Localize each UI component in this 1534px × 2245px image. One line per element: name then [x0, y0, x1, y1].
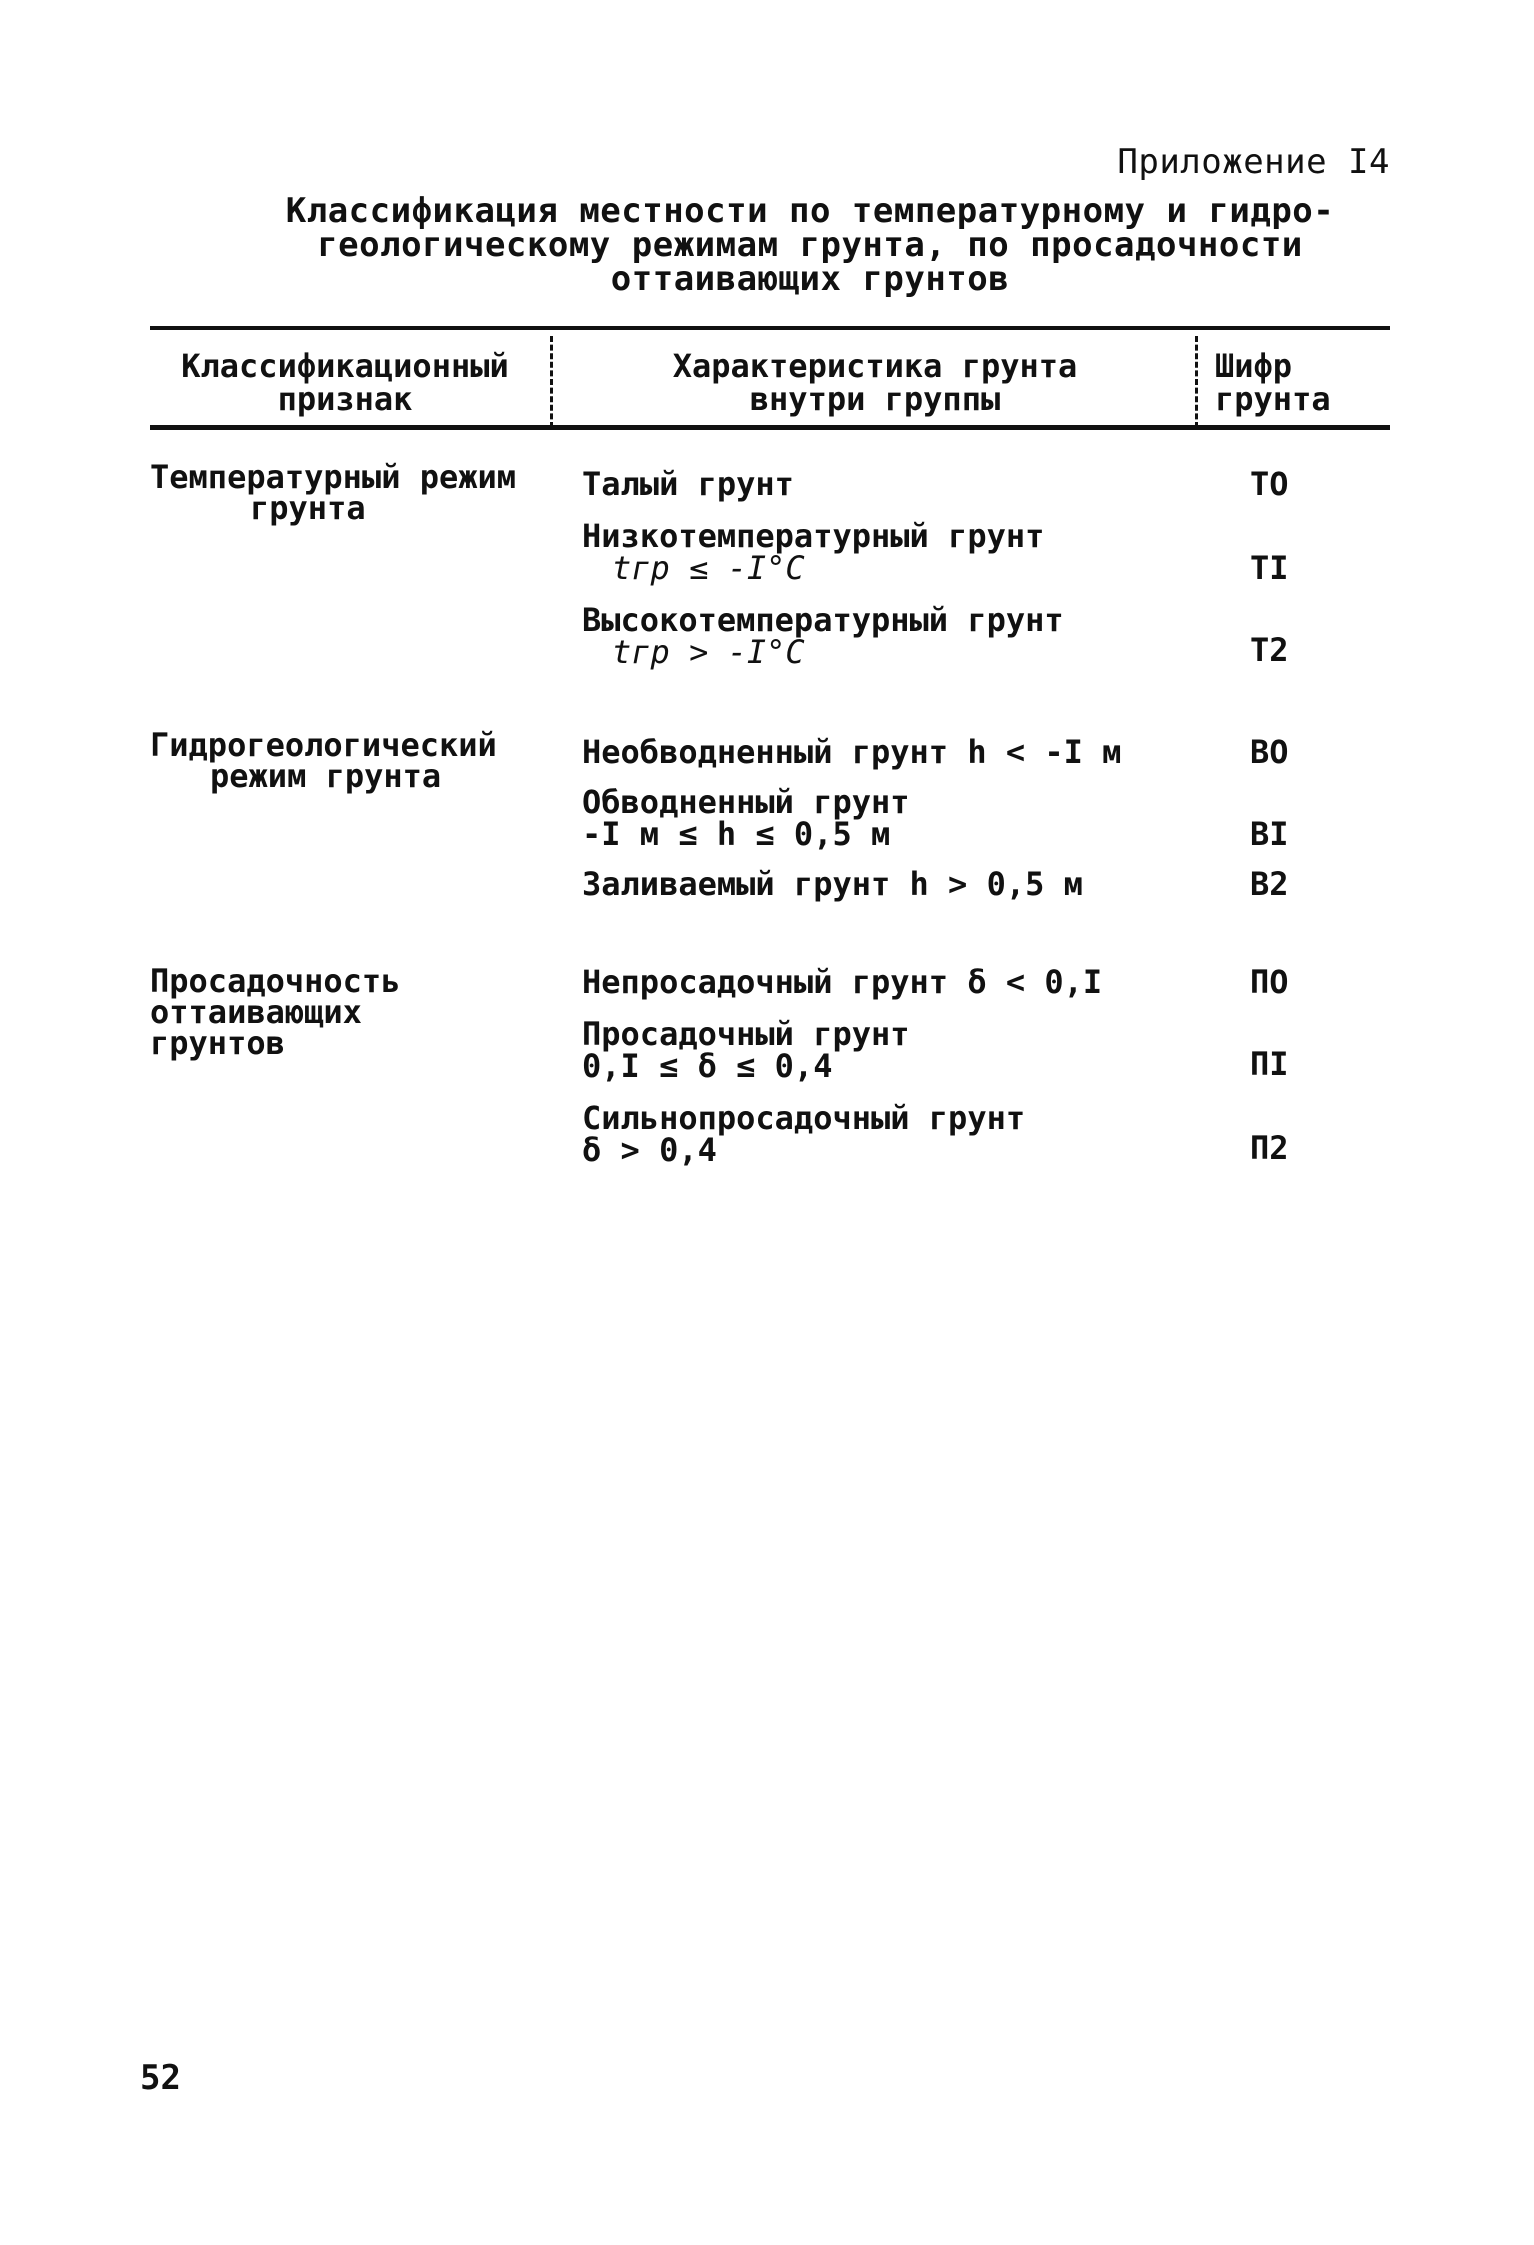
appendix-label: Приложение I4	[1117, 142, 1390, 182]
header-col2-line2: внутри группы	[749, 380, 1001, 418]
header-soil-characteristic	[570, 347, 1180, 418]
table-row-code: ВI	[1250, 815, 1289, 853]
table-row-text	[582, 733, 1202, 771]
row-formula: 0,I ≤ δ ≤ 0,4	[582, 1047, 833, 1085]
row-text-line: Низкотемпературный грунт	[582, 517, 1045, 555]
table-row-text	[582, 865, 1202, 903]
header-separator-1	[550, 336, 553, 428]
page-number: 52	[140, 2058, 181, 2098]
header-col3-line2: грунта	[1215, 380, 1331, 418]
row-formula: δ > 0,4	[582, 1131, 717, 1169]
header-col1-line1: Классификационный	[181, 347, 509, 385]
group-label-subsidence	[150, 962, 560, 1062]
table-row-code: ПО	[1250, 963, 1289, 1001]
table-row-code: В2	[1250, 865, 1289, 903]
row-text-line: Непросадочный грунт δ < 0,I	[582, 963, 1103, 1001]
group-label-line: грунта	[250, 489, 366, 527]
group-label-line: режим грунта	[210, 757, 442, 795]
table-row-code: ВО	[1250, 733, 1289, 771]
table-header-rule	[150, 425, 1390, 430]
group-label-temperature	[150, 458, 560, 527]
group-label-line: Температурный режим	[150, 458, 517, 496]
header-col2-line1: Характеристика грунта	[672, 347, 1078, 385]
header-col3-line1: Шифр	[1215, 347, 1293, 385]
header-classification-feature	[160, 347, 530, 418]
header-separator-2	[1195, 336, 1198, 428]
row-formula: -I м ≤ h ≤ 0,5 м	[582, 815, 891, 853]
row-text-line: Заливаемый грунт h > 0,5 м	[582, 865, 1083, 903]
title-line-1: Классификация местности по температурному и гидро-	[285, 191, 1335, 231]
header-soil-code	[1215, 347, 1375, 418]
row-text-line: Высокотемпературный грунт	[582, 601, 1064, 639]
group-label-line: Гидрогеологический	[150, 726, 497, 764]
table-row-text	[582, 601, 1202, 671]
table-row-text	[582, 465, 1202, 503]
title-line-2: геологическому режимам грунта, по просадочности	[317, 225, 1303, 265]
row-text-line: Сильнопросадочный грунт	[582, 1099, 1026, 1137]
group-label-hydrogeological	[150, 726, 560, 795]
group-label-line: оттаивающих	[150, 993, 362, 1031]
group-label-line: Просадочность	[150, 962, 401, 1000]
row-text-line: Просадочный грунт	[582, 1015, 910, 1053]
table-row-code: ТО	[1250, 465, 1289, 503]
header-col1-line2: признак	[277, 380, 413, 418]
row-text-line: Талый грунт	[582, 465, 794, 503]
row-text-line: Необводненный грунт h < -I м	[582, 733, 1122, 771]
table-row-text	[582, 1015, 1202, 1085]
row-formula: tгр ≤ -I°C	[612, 549, 805, 587]
table-row-code: П2	[1250, 1129, 1289, 1167]
table-row-code: ПI	[1250, 1045, 1289, 1083]
table-row-text	[582, 517, 1202, 587]
table-top-rule	[150, 326, 1390, 330]
group-label-line: грунтов	[150, 1024, 285, 1062]
table-row-text	[582, 963, 1202, 1001]
document-title	[230, 191, 1390, 299]
table-row-code: Т2	[1250, 631, 1289, 669]
title-line-3: оттаивающих грунтов	[610, 259, 1010, 299]
table-row-text	[582, 1099, 1202, 1169]
table-row-code: ТI	[1250, 549, 1289, 587]
row-formula: tгр > -I°C	[612, 633, 805, 671]
row-text-line: Обводненный грунт	[582, 783, 910, 821]
table-row-text	[582, 783, 1202, 853]
